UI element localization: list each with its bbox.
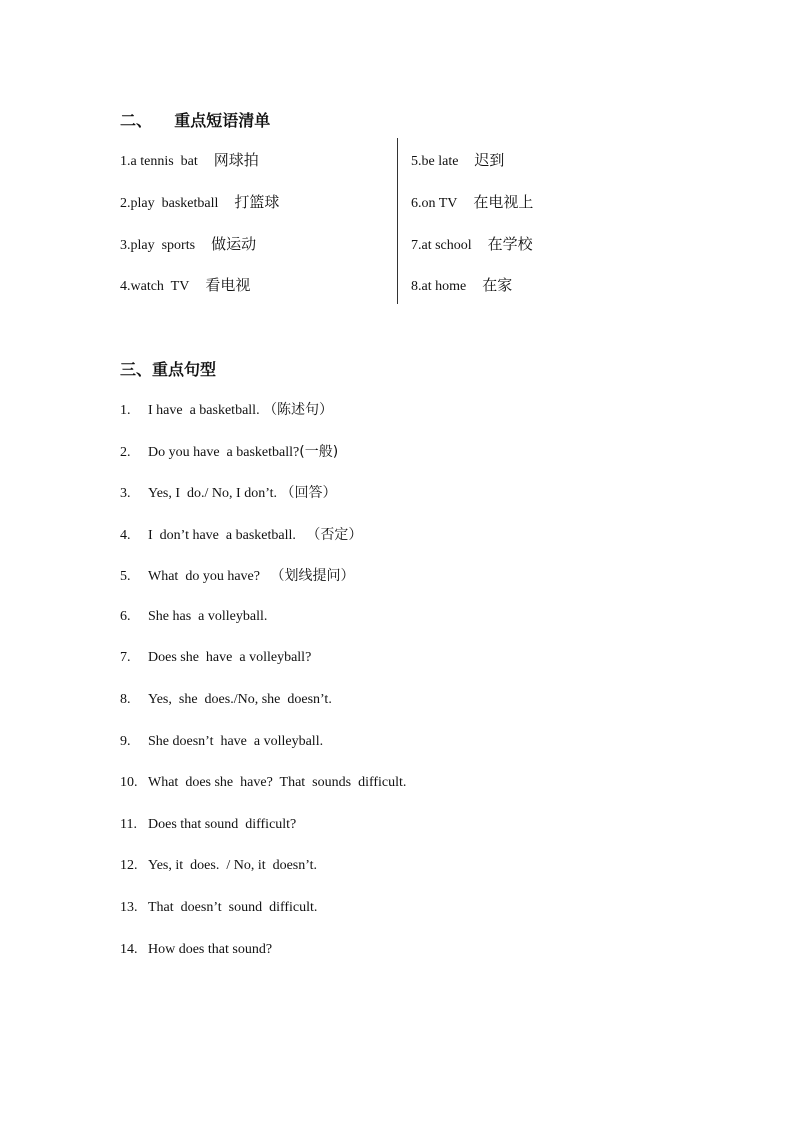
phrase-item [411, 192, 533, 214]
phrase-cn: 做运动 [211, 235, 257, 253]
sentence-number: 6. [120, 609, 131, 624]
sentence-item [120, 732, 323, 752]
sentence-number: 4. [120, 528, 131, 543]
sentence-item [120, 940, 272, 960]
sentence-text: Yes, I do./ No, I don’t. [148, 486, 281, 501]
sentence-note: （回答） [280, 485, 337, 501]
phrase-en: 8.at home [411, 279, 467, 294]
phrase-item [120, 192, 279, 214]
phrase-en: 2.play basketball [120, 196, 219, 211]
phrase-en: 6.on TV [411, 196, 458, 211]
sentence-number: 11. [120, 817, 137, 832]
sentence-text: Do you have a basketball? [148, 445, 300, 460]
sentence-text: What does she have? That sounds difficult. [148, 775, 407, 790]
sentence-item [120, 400, 333, 421]
phrase-en: 3.play sports [120, 238, 196, 253]
phrase-cn: 迟到 [474, 151, 505, 169]
sentence-item [120, 442, 338, 463]
phrase-en: 4.watch TV [120, 279, 190, 294]
sentence-number: 12. [120, 858, 138, 873]
sentence-item [120, 815, 296, 835]
phrase-item [120, 150, 259, 172]
sentence-text: I have a basketball. [148, 403, 264, 418]
phrase-cn: 在电视上 [473, 193, 534, 211]
phrase-item [120, 234, 256, 256]
sentence-item [120, 607, 267, 627]
phrase-en: 1.a tennis bat [120, 154, 198, 169]
phrase-item [411, 150, 504, 172]
phrase-item [411, 234, 533, 256]
sentence-item [120, 690, 332, 710]
phrase-cn: 打篮球 [234, 193, 280, 211]
column-divider [397, 138, 398, 304]
sentence-item [120, 648, 311, 668]
phrase-en: 7.at school [411, 238, 472, 253]
phrase-cn: 在家 [482, 276, 513, 294]
sentence-number: 1. [120, 403, 131, 418]
sentence-number: 8. [120, 692, 131, 707]
sentence-number: 5. [120, 569, 131, 584]
section-2-heading: 二、 重点短语清单 [120, 111, 271, 130]
sentence-text: What do you have? [148, 569, 271, 584]
sentence-text: Does that sound difficult? [148, 817, 297, 832]
sentence-text: How does that sound? [148, 942, 273, 957]
sentence-item [120, 773, 406, 793]
sentence-item [120, 483, 337, 504]
sentence-text: She doesn’t have a volleyball. [148, 734, 324, 749]
sentence-number: 13. [120, 900, 138, 915]
phrase-en: 5.be late [411, 154, 459, 169]
sentence-text: I don’t have a basketball. [148, 528, 307, 543]
sentence-number: 10. [120, 775, 138, 790]
sentence-item [120, 525, 362, 546]
sentence-note: (一般) [299, 444, 339, 460]
phrase-cn: 在学校 [487, 235, 533, 253]
sentence-item [120, 566, 354, 587]
phrase-cn: 看电视 [205, 276, 251, 294]
phrase-cn: 网球拍 [213, 151, 259, 169]
sentence-text: Yes, it does. / No, it doesn’t. [148, 858, 318, 873]
phrase-item [120, 275, 250, 297]
sentence-number: 2. [120, 445, 131, 460]
sentence-item [120, 898, 317, 918]
sentence-number: 14. [120, 942, 138, 957]
sentence-number: 3. [120, 486, 131, 501]
phrase-item [411, 275, 512, 297]
sentence-text: Does she have a volleyball? [148, 650, 312, 665]
sentence-number: 9. [120, 734, 131, 749]
sentence-note: （否定） [306, 527, 363, 543]
sentence-text: That doesn’t sound difficult. [148, 900, 318, 915]
sentence-note: （划线提问） [270, 568, 355, 584]
sentence-text: She has a volleyball. [148, 609, 268, 624]
section-3-heading: 三、重点句型 [120, 360, 217, 379]
sentence-item [120, 856, 317, 876]
sentence-text: Yes, she does./No, she doesn’t. [148, 692, 332, 707]
sentence-note: （陈述句） [263, 402, 334, 418]
sentence-number: 7. [120, 650, 131, 665]
